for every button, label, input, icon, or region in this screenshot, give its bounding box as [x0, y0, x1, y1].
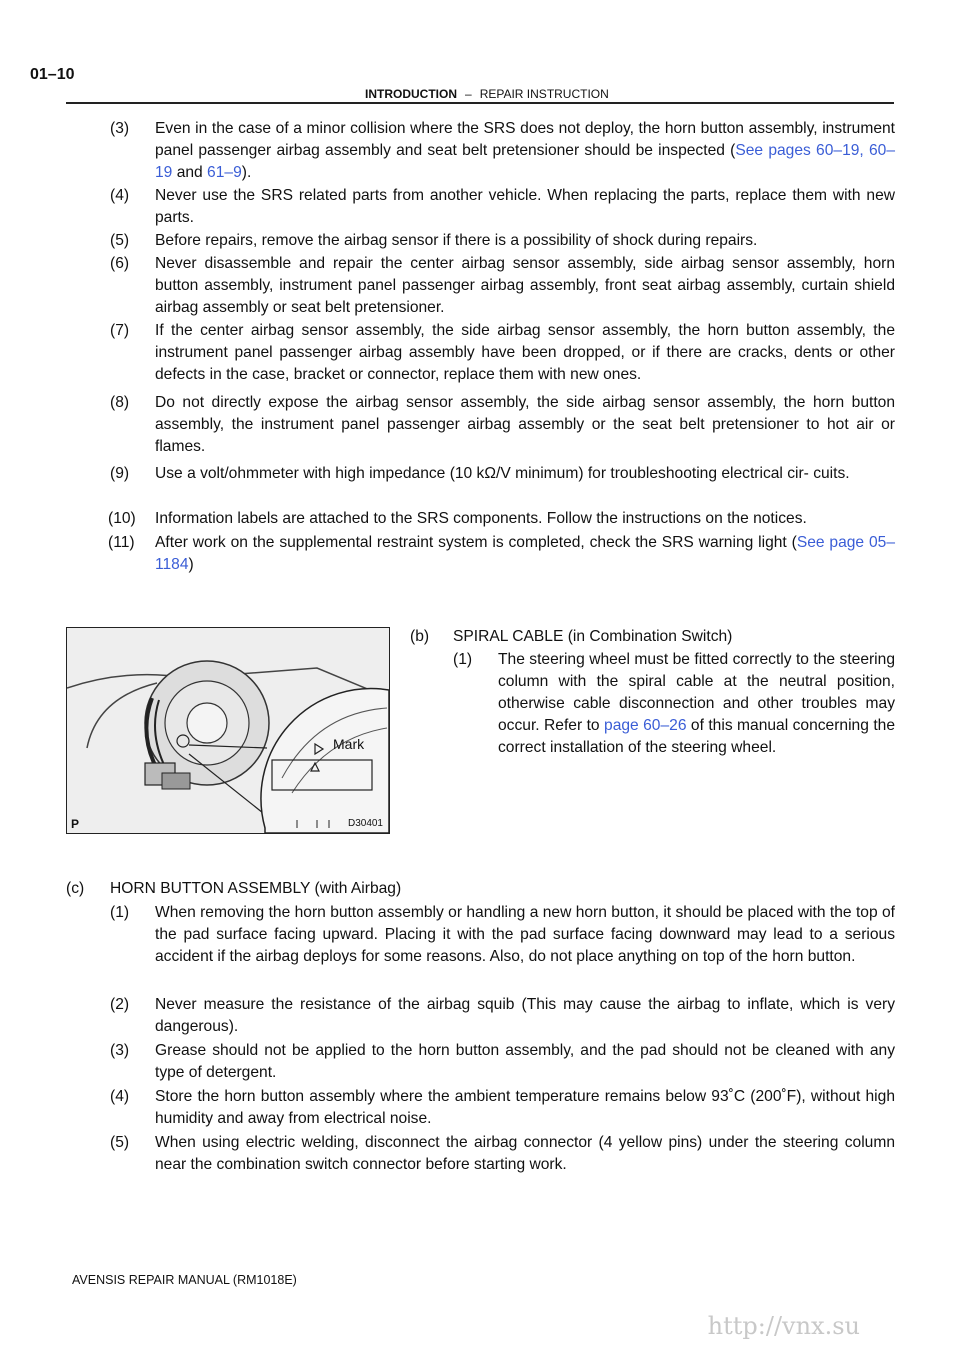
section-number: (c)	[66, 880, 85, 897]
mark-label: Mark	[333, 736, 365, 752]
item-text: Before repairs, remove the airbag sensor if there is a possibility of shock during repairs.	[155, 232, 758, 249]
section-title: HORN BUTTON ASSEMBLY (with Airbag)	[110, 880, 402, 897]
item-text: Never use the SRS related parts from another vehicle. When replacing the parts, replace them with new parts.	[155, 187, 895, 226]
spiral-cable-figure	[66, 627, 390, 834]
item-number: (4)	[110, 187, 130, 204]
item-number: (7)	[110, 322, 130, 339]
page-link[interactable]: 61–9	[207, 164, 242, 181]
section-name: INTRODUCTION	[365, 87, 457, 101]
item-text: When using electric welding, disconnect the airbag connector (4 yellow pins) under the steering column near the combination switch connector before starting work.	[155, 1134, 895, 1173]
header-separator: –	[465, 87, 472, 101]
figure-id: D30401	[347, 818, 383, 829]
header-rule	[66, 102, 894, 104]
item-number: (11)	[108, 534, 135, 551]
watermark: http://vnx.su	[707, 1312, 860, 1340]
item-text: If the center airbag sensor assembly, the side airbag sensor assembly, the horn button assembly, the instrument panel passenger airbag assembly have been dropped, or if there are cracks, dents or other defects in the case, bracket or connector, replace them with new ones.	[155, 322, 895, 383]
item-text: Information labels are attached to the SRS components. Follow the instructions on the notices.	[155, 510, 807, 527]
item-number: (6)	[110, 255, 130, 272]
item-text: Use a volt/ohmmeter with high impedance (10 kΩ/V minimum) for troubleshooting electrical cir- cuits.	[155, 465, 850, 482]
page-number: 01–10	[30, 66, 75, 83]
section-number: (b)	[410, 628, 430, 645]
item-number: (1)	[453, 651, 473, 668]
item-number: (2)	[110, 996, 130, 1013]
item-text: Store the horn button assembly where the ambient temperature remains below 93˚C (200˚F), without high humidity and away from electrical noise.	[155, 1088, 895, 1127]
item-number: (3)	[110, 120, 130, 137]
page-link[interactable]: See pages 60–19, 60–19	[155, 142, 895, 181]
subsection-name: REPAIR INSTRUCTION	[479, 87, 609, 101]
item-text: Even in the case of a minor collision where the SRS does not deploy, the horn button assembly, instrument panel passenger airbag assembly and seat belt pretensioner should be inspected (See pages 60–19, 60–19 and 61–9).	[155, 120, 895, 181]
item-number: (1)	[110, 904, 130, 921]
item-text: Never measure the resistance of the airbag squib (This may cause the airbag to inflate, which is very dangerous).	[155, 996, 895, 1035]
item-text: When removing the horn button assembly or handling a new horn button, it should be placed with the top of the pad surface facing upward. Placing it with the pad surface facing downward may lead to a serious accident if the airbag deploys for some reasons. Also, do not place anything on top of the horn button.	[155, 904, 895, 965]
item-text: Never disassemble and repair the center airbag sensor assembly, side airbag sensor assembly, horn button assembly, instrument panel passenger airbag assembly, front seat airbag assembly, curtain shield airbag assembly or seat belt pretensioner.	[155, 255, 895, 316]
item-number: (5)	[110, 232, 130, 249]
section-title: SPIRAL CABLE (in Combination Switch)	[453, 628, 733, 645]
footer-manual-name: AVENSIS REPAIR MANUAL (RM1018E)	[72, 1273, 297, 1287]
item-number: (10)	[108, 510, 136, 527]
item-number: (5)	[110, 1134, 130, 1151]
item-text: The steering wheel must be fitted correctly to the steering column with the spiral cable at the neutral position, otherwise cable disconnection and other troubles may occur. Refer to page 60–26 of this manual concerning the correct installation of the steering wheel.	[498, 651, 895, 756]
page-link[interactable]: See page 05–1184	[155, 534, 895, 573]
item-number: (8)	[110, 394, 130, 411]
page-link[interactable]: page 60–26	[604, 717, 687, 734]
item-text: Do not directly expose the airbag sensor assembly, the side airbag sensor assembly, the horn button assembly, the instrument panel passenger airbag assembly or the seat belt pretensioner to hot air or flames.	[155, 394, 895, 455]
spiral-cable-illustration	[67, 628, 389, 833]
item-text: Grease should not be applied to the horn button assembly, and the pad should not be cleaned with any type of detergent.	[155, 1042, 895, 1081]
header-title	[365, 87, 609, 101]
figure-p-label: P	[71, 817, 80, 831]
item-text: After work on the supplemental restraint system is completed, check the SRS warning light (See page 05–1184)	[155, 534, 895, 573]
item-number: (4)	[110, 1088, 130, 1105]
item-number: (3)	[110, 1042, 130, 1059]
item-number: (9)	[110, 465, 130, 482]
